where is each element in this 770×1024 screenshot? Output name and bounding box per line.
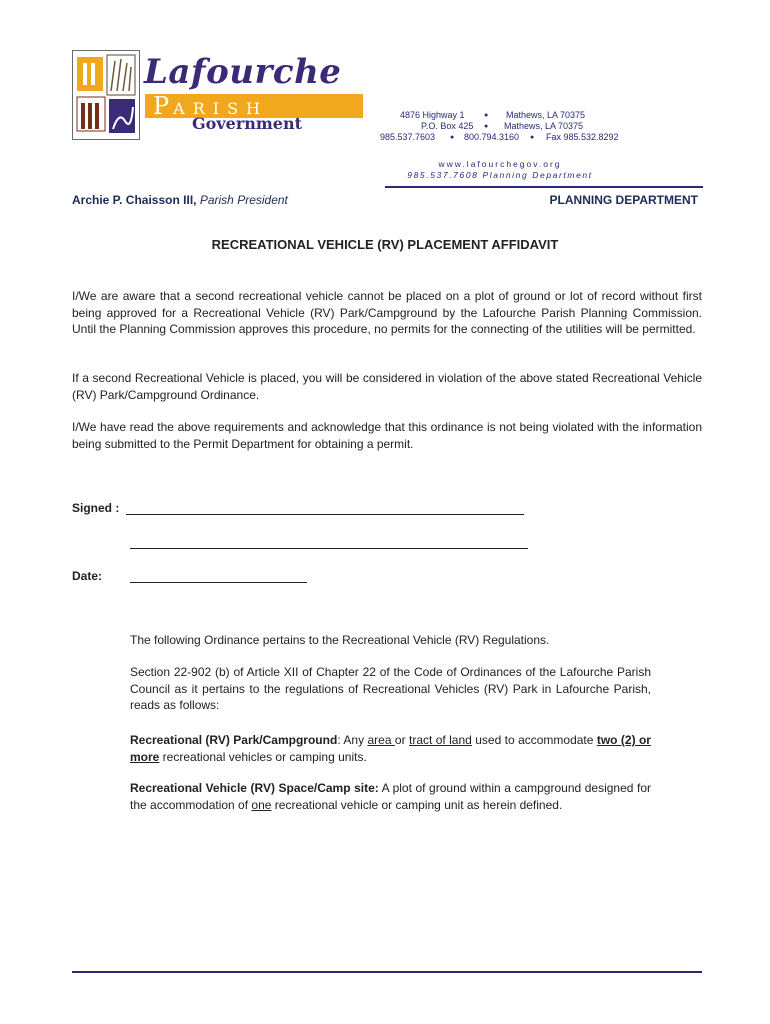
- definition-rv-space: [130, 780, 651, 813]
- ordinance-section: Section 22-902 (b) of Article XII of Chapter 22 of the Code of Ordinances of the Lafourche Parish Council as it pertains to the regulations of Recreational Vehicles (RV) Park in Lafourche Parish, reads as follows:: [130, 665, 651, 712]
- logo-parish-initial: P: [153, 92, 174, 120]
- president-name: Archie P. Chaisson III,: [72, 193, 197, 207]
- bullet-icon: ●: [484, 112, 489, 119]
- paragraph-acknowledgement: I/We have read the above requirements and acknowledge that this ordinance is not being violated with the information being submitted to the Permit Department for obtaining a permit.: [72, 420, 702, 451]
- definition-text: A plot of ground within a campground designed for the accommodation of: [130, 781, 651, 812]
- signature-line[interactable]: [126, 514, 524, 515]
- department-name: PLANNING DEPARTMENT: [549, 193, 698, 207]
- definition-term: Recreational Vehicle (RV) Space/Camp site:: [130, 781, 379, 795]
- address-pobox: P.O. Box 425: [421, 121, 474, 131]
- address-fax: Fax 985.532.8292: [546, 132, 619, 142]
- paragraph-awareness: I/We are aware that a second recreational vehicle cannot be placed on a plot of ground or lot of record without first being approved for a Recreational Vehicle (RV) Park/Campground by the Lafourche Parish Planning Commission. Until the Planning Commission approves this procedure, no permits for the connecting of the utilities will be permitted.: [72, 289, 702, 336]
- address-city: Mathews, LA 70375: [506, 110, 586, 120]
- document-title: RECREATIONAL VEHICLE (RV) PLACEMENT AFFIDAVIT: [211, 237, 559, 252]
- signature-line-2[interactable]: [130, 548, 528, 549]
- definition-text: recreational vehicles or camping units.: [159, 749, 367, 764]
- parish-logo: [72, 50, 342, 140]
- definition-term: Recreational (RV) Park/Campground: [130, 733, 338, 747]
- president-title: Parish President: [199, 193, 288, 207]
- definition-area: area: [367, 733, 395, 747]
- address-phone: 985.537.7603: [380, 132, 436, 142]
- definition-one: one: [251, 797, 272, 812]
- definition-tract: tract of land: [408, 733, 472, 747]
- bullet-icon: ●: [450, 134, 455, 141]
- definition-text: used to accommodate: [471, 733, 597, 747]
- parish-president: [72, 193, 288, 207]
- definition-rv-park: [130, 732, 651, 765]
- paragraph-violation: If a second Recreational Vehicle is placed, you will be considered in violation of the above stated Recreational Vehicle (RV) Park/Campground Ordinance.: [72, 371, 702, 402]
- logo-emblem-icon: [72, 50, 140, 140]
- website-link[interactable]: www.lafourchegov.org: [438, 159, 562, 169]
- logo-government: Government: [192, 114, 303, 133]
- definition-text: : Any: [337, 733, 368, 747]
- definition-two-or-more: two (2) or more: [130, 733, 651, 764]
- date-label: Date:: [72, 569, 103, 583]
- definition-text: recreational vehicle or camping unit as herein defined.: [271, 797, 563, 812]
- footer-divider: [72, 971, 702, 973]
- logo-parish-rest: ARISH: [173, 99, 268, 118]
- date-line[interactable]: [130, 582, 307, 583]
- logo-wordmark: Lafourche: [144, 52, 342, 92]
- signed-label: Signed :: [72, 501, 120, 515]
- address-block: [370, 110, 630, 143]
- bullet-icon: ●: [530, 134, 535, 141]
- ordinance-intro: The following Ordinance pertains to the Recreational Vehicle (RV) Regulations.: [130, 633, 550, 647]
- bullet-icon: ●: [484, 123, 489, 130]
- header-divider: [385, 186, 703, 188]
- address-street: 4876 Highway 1: [400, 110, 465, 120]
- planning-phone: 985.537.7608 Planning Department: [407, 170, 593, 180]
- address-city-2: Mathews, LA 70375: [504, 121, 584, 131]
- address-phone-2: 800.794.3160: [464, 132, 520, 142]
- definition-text: or: [394, 733, 409, 747]
